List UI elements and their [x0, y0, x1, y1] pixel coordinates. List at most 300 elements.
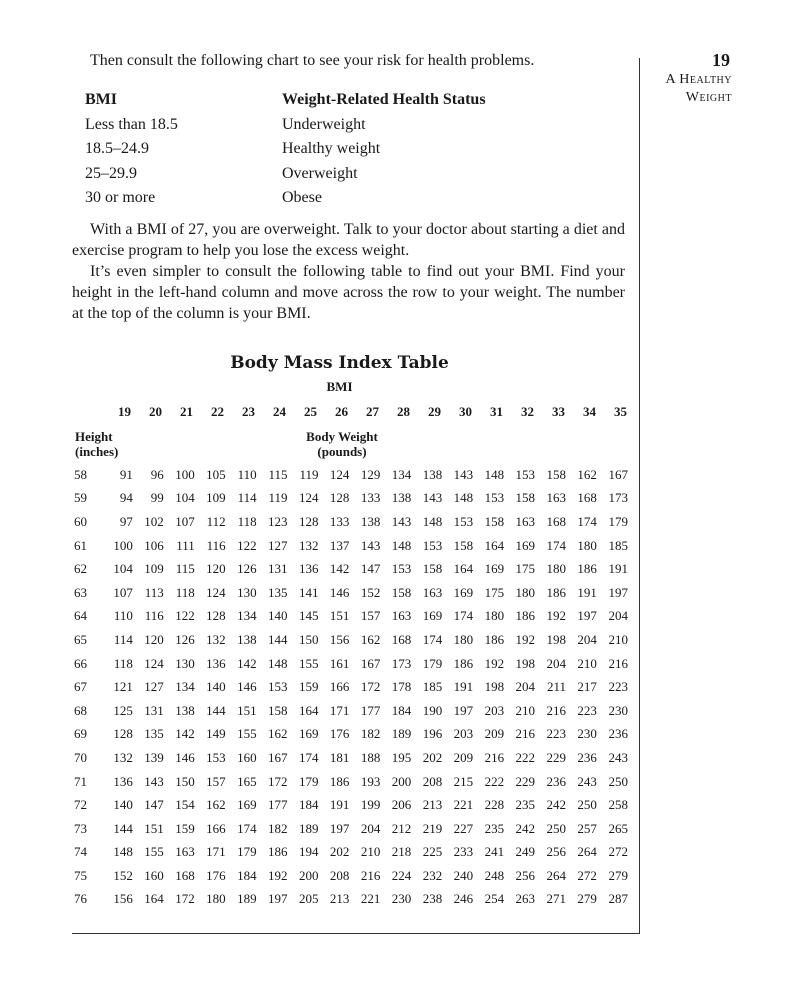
weight-cell: 186 — [329, 773, 350, 789]
weight-cell: 223 — [608, 679, 628, 695]
weight-cell: 204 — [577, 631, 597, 647]
weight-cell: 204 — [608, 608, 628, 624]
weight-cell: 148 — [268, 655, 288, 671]
weight-cell: 127 — [268, 537, 288, 553]
weight-cell: 263 — [515, 891, 536, 907]
weight-cell: 190 — [422, 702, 443, 718]
weight-cell: 219 — [422, 820, 443, 836]
weight-cell: 142 — [175, 726, 195, 742]
table-row — [72, 652, 628, 676]
weight-cell: 191 — [453, 679, 474, 695]
weight-cell: 164 — [144, 891, 164, 907]
weight-cell: 164 — [453, 561, 474, 577]
weight-cell: 221 — [453, 797, 474, 813]
weight-cell: 129 — [360, 466, 381, 482]
weight-cell: 240 — [453, 867, 474, 883]
weight-cell: 162 — [268, 726, 288, 742]
bmi-range: 25–29.9 — [85, 164, 137, 182]
weight-cell: 126 — [237, 561, 257, 577]
weight-cell: 153 — [453, 513, 474, 529]
weight-cell: 184 — [298, 797, 319, 813]
weight-cell: 204 — [546, 655, 566, 671]
height-cell: 67 — [74, 679, 87, 695]
weight-cell: 186 — [577, 561, 597, 577]
page-bottom-rule — [72, 933, 640, 934]
weight-cell: 130 — [175, 655, 195, 671]
weight-cell: 158 — [422, 561, 443, 577]
weight-cell: 166 — [206, 820, 226, 836]
weight-cell: 122 — [237, 537, 257, 553]
weight-cell: 217 — [577, 679, 597, 695]
weight-cell: 112 — [206, 513, 226, 529]
intro-sentence: Then consult the following chart to see your risk for health problems. — [90, 52, 535, 69]
weight-cell: 131 — [144, 702, 164, 718]
weight-cell: 160 — [144, 867, 164, 883]
health-status-table — [85, 88, 505, 211]
bmi-column-value: 25 — [304, 404, 317, 419]
weight-cell: 160 — [237, 749, 257, 765]
weight-cell: 191 — [329, 797, 350, 813]
weight-cell: 144 — [268, 631, 288, 647]
weight-cell: 149 — [206, 726, 226, 742]
table-row — [72, 675, 628, 699]
weight-cell: 158 — [546, 466, 566, 482]
weight-cell: 135 — [268, 584, 288, 600]
bmi-column-value: 23 — [242, 404, 255, 419]
weight-cell: 213 — [329, 891, 350, 907]
weight-cell: 148 — [453, 490, 474, 506]
weight-cell: 200 — [391, 773, 412, 789]
weight-cell: 136 — [298, 561, 319, 577]
weight-cell: 225 — [422, 844, 443, 860]
weight-cell: 232 — [422, 867, 443, 883]
running-section-title — [650, 71, 732, 107]
height-cell: 73 — [74, 820, 87, 836]
weight-cell: 197 — [608, 584, 628, 600]
weight-cell: 272 — [608, 844, 628, 860]
health-status: Obese — [282, 189, 322, 207]
weight-cell: 158 — [484, 513, 505, 529]
weight-cell: 158 — [453, 537, 474, 553]
weight-cell: 110 — [237, 466, 257, 482]
weight-cell: 104 — [113, 561, 133, 577]
weight-cell: 153 — [268, 679, 288, 695]
weight-cell: 166 — [329, 679, 350, 695]
weight-cell: 115 — [175, 561, 195, 577]
weight-cell: 144 — [113, 820, 133, 836]
weight-cell: 147 — [360, 561, 381, 577]
weight-cell: 114 — [113, 631, 133, 647]
weight-cell: 123 — [268, 513, 288, 529]
table-row — [72, 463, 628, 487]
weight-cell: 242 — [546, 797, 566, 813]
weight-cell: 139 — [144, 749, 164, 765]
weight-cell: 124 — [329, 466, 350, 482]
weight-cell: 209 — [453, 749, 474, 765]
weight-cell: 202 — [329, 844, 350, 860]
weight-cell: 142 — [329, 561, 350, 577]
weight-cell: 143 — [422, 490, 443, 506]
weight-cell: 180 — [515, 584, 536, 600]
weight-cell: 189 — [237, 891, 257, 907]
weight-cell: 153 — [484, 490, 505, 506]
table-row — [72, 628, 628, 652]
weight-cell: 176 — [206, 867, 226, 883]
weight-cell: 189 — [298, 820, 319, 836]
bmi-column-value: 33 — [552, 404, 565, 419]
weight-cell: 233 — [453, 844, 474, 860]
weight-cell: 127 — [144, 679, 164, 695]
weight-cell: 94 — [119, 490, 133, 506]
weight-cell: 148 — [422, 513, 443, 529]
weight-cell: 204 — [515, 679, 536, 695]
weight-cell: 185 — [422, 679, 443, 695]
bmi-column-value: 20 — [149, 404, 162, 419]
weight-cell: 279 — [608, 867, 628, 883]
weight-cell: 200 — [298, 867, 319, 883]
weight-cell: 188 — [360, 749, 381, 765]
weight-cell: 135 — [144, 726, 164, 742]
weight-cell: 186 — [484, 631, 505, 647]
body-weight-axis-label — [72, 429, 612, 459]
weight-cell: 150 — [175, 773, 195, 789]
weight-cell: 215 — [453, 773, 474, 789]
weight-cell: 104 — [175, 490, 195, 506]
weight-cell: 126 — [175, 631, 195, 647]
table-row — [72, 605, 628, 629]
weight-cell: 209 — [484, 726, 505, 742]
weight-cell: 210 — [608, 631, 628, 647]
weight-cell: 248 — [484, 867, 505, 883]
weight-cell: 148 — [484, 466, 505, 482]
height-cell: 63 — [74, 584, 87, 600]
weight-cell: 174 — [237, 820, 257, 836]
table-row — [72, 510, 628, 534]
table-row — [72, 770, 628, 794]
health-status-header-row — [85, 88, 505, 113]
height-cell: 64 — [74, 608, 87, 624]
weight-cell: 192 — [546, 608, 566, 624]
weight-cell: 210 — [360, 844, 381, 860]
weight-cell: 171 — [329, 702, 350, 718]
weight-cell: 120 — [144, 631, 164, 647]
weight-cell: 168 — [175, 867, 195, 883]
weight-cell: 224 — [391, 867, 412, 883]
bmi-column-value: 28 — [397, 404, 410, 419]
weight-cell: 249 — [515, 844, 536, 860]
weight-cell: 177 — [268, 797, 288, 813]
weight-cell: 243 — [608, 749, 628, 765]
weight-cell: 184 — [237, 867, 257, 883]
weight-cell: 174 — [577, 513, 597, 529]
weight-cell: 138 — [237, 631, 257, 647]
weight-cell: 186 — [268, 844, 288, 860]
paragraph-table-instructions: It’s even simpler to consult the following table to find out your BMI. Find your height in the left-hand column and move across the row to your weight. The number at the top of the column is your BMI. — [72, 263, 625, 322]
weight-cell: 227 — [453, 820, 474, 836]
weight-cell: 110 — [113, 608, 133, 624]
weight-cell: 230 — [391, 891, 412, 907]
weight-cell: 218 — [391, 844, 412, 860]
weight-cell: 271 — [546, 891, 566, 907]
weight-cell: 186 — [515, 608, 536, 624]
weight-cell: 109 — [144, 561, 164, 577]
weight-cell: 169 — [484, 561, 505, 577]
weight-cell: 96 — [150, 466, 164, 482]
weight-cell: 236 — [577, 749, 597, 765]
weight-cell: 243 — [577, 773, 597, 789]
weight-cell: 120 — [206, 561, 226, 577]
weight-cell: 116 — [144, 608, 164, 624]
weight-cell: 236 — [608, 726, 628, 742]
weight-cell: 179 — [237, 844, 257, 860]
weight-cell: 265 — [608, 820, 628, 836]
weight-cell: 175 — [484, 584, 505, 600]
weight-cell: 143 — [144, 773, 164, 789]
bmi-column-value: 34 — [583, 404, 596, 419]
weight-cell: 177 — [360, 702, 381, 718]
bmi-column-value: 22 — [211, 404, 224, 419]
weight-cell: 174 — [422, 631, 443, 647]
table-row — [72, 864, 628, 888]
weight-cell: 202 — [422, 749, 443, 765]
bmi-range: Less than 18.5 — [85, 115, 178, 133]
bmi-column-value: 29 — [428, 404, 441, 419]
height-cell: 66 — [74, 655, 87, 671]
weight-cell: 130 — [237, 584, 257, 600]
weight-cell: 151 — [144, 820, 164, 836]
weight-cell: 179 — [298, 773, 319, 789]
bmi-column-value: 21 — [180, 404, 193, 419]
weight-cell: 179 — [422, 655, 443, 671]
table-row — [72, 581, 628, 605]
weight-cell: 206 — [391, 797, 412, 813]
weight-cell: 128 — [298, 513, 319, 529]
weight-cell: 235 — [515, 797, 536, 813]
weight-cell: 180 — [484, 608, 505, 624]
weight-cell: 163 — [175, 844, 195, 860]
weight-cell: 182 — [268, 820, 288, 836]
paragraph-bmi-example: With a BMI of 27, you are overweight. Talk to your doctor about starting a diet and exercise program to help you lose the excess weight. — [72, 221, 625, 259]
weight-cell: 169 — [298, 726, 319, 742]
weight-cell: 172 — [360, 679, 381, 695]
weight-cell: 250 — [546, 820, 566, 836]
weight-cell: 153 — [391, 561, 412, 577]
health-status-row — [85, 137, 505, 162]
weight-cell: 97 — [119, 513, 133, 529]
weight-cell: 186 — [453, 655, 474, 671]
weight-cell: 181 — [329, 749, 350, 765]
weight-cell: 150 — [298, 631, 319, 647]
weight-cell: 192 — [484, 655, 505, 671]
weight-cell: 161 — [329, 655, 350, 671]
weight-cell: 132 — [298, 537, 319, 553]
weight-cell: 250 — [608, 773, 628, 789]
height-cell: 68 — [74, 702, 87, 718]
weight-cell: 254 — [484, 891, 505, 907]
weight-cell: 100 — [113, 537, 133, 553]
table-row — [72, 888, 628, 912]
weight-cell: 148 — [391, 537, 412, 553]
weight-cell: 198 — [515, 655, 536, 671]
margin-vertical-rule — [639, 58, 640, 934]
weight-cell: 192 — [268, 867, 288, 883]
weight-cell: 168 — [577, 490, 597, 506]
weight-cell: 143 — [453, 466, 474, 482]
weight-cell: 235 — [484, 820, 505, 836]
weight-cell: 198 — [484, 679, 505, 695]
weight-cell: 180 — [453, 631, 474, 647]
weight-cell: 210 — [515, 702, 536, 718]
weight-cell: 113 — [144, 584, 164, 600]
weight-cell: 171 — [206, 844, 226, 860]
weight-cell: 136 — [113, 773, 133, 789]
weight-cell: 119 — [268, 490, 288, 506]
weight-cell: 211 — [546, 679, 566, 695]
weight-cell: 136 — [206, 655, 226, 671]
bmi-column-value: 19 — [118, 404, 131, 419]
weight-cell: 142 — [237, 655, 257, 671]
weight-cell: 152 — [113, 867, 133, 883]
bmi-column-value: 27 — [366, 404, 379, 419]
weight-cell: 162 — [360, 631, 381, 647]
weight-cell: 159 — [175, 820, 195, 836]
weight-cell: 156 — [329, 631, 350, 647]
weight-cell: 264 — [546, 867, 566, 883]
health-status: Underweight — [282, 115, 366, 133]
weight-cell: 213 — [422, 797, 443, 813]
weight-cell: 176 — [329, 726, 350, 742]
bmi-column-value: 24 — [273, 404, 286, 419]
weight-cell: 140 — [206, 679, 226, 695]
weight-cell: 173 — [391, 655, 412, 671]
weight-cell: 195 — [391, 749, 412, 765]
weight-cell: 229 — [546, 749, 566, 765]
weight-cell: 158 — [515, 490, 536, 506]
weight-cell: 167 — [608, 466, 628, 482]
weight-cell: 168 — [546, 513, 566, 529]
weight-cell: 128 — [206, 608, 226, 624]
weight-cell: 205 — [298, 891, 319, 907]
weight-cell: 174 — [298, 749, 319, 765]
weight-cell: 165 — [237, 773, 257, 789]
bmi-axis-label: BMI — [326, 379, 353, 394]
height-cell: 70 — [74, 749, 87, 765]
weight-cell: 184 — [391, 702, 412, 718]
weight-cell: 146 — [237, 679, 257, 695]
weight-cell: 164 — [484, 537, 505, 553]
weight-cell: 121 — [113, 679, 133, 695]
weight-cell: 148 — [113, 844, 133, 860]
weight-cell: 191 — [577, 584, 597, 600]
weight-cell: 155 — [144, 844, 164, 860]
bmi-weight-grid — [72, 463, 628, 911]
weight-cell: 174 — [546, 537, 566, 553]
table-row — [72, 841, 628, 865]
weight-cell: 107 — [175, 513, 195, 529]
weight-cell: 163 — [515, 513, 536, 529]
height-cell: 65 — [74, 631, 87, 647]
weight-cell: 279 — [577, 891, 597, 907]
weight-cell: 138 — [422, 466, 443, 482]
weight-cell: 193 — [360, 773, 381, 789]
weight-cell: 145 — [298, 608, 319, 624]
weight-cell: 124 — [298, 490, 319, 506]
bmi-range: 30 or more — [85, 189, 156, 207]
weight-cell: 180 — [546, 561, 566, 577]
weight-cell: 203 — [484, 702, 505, 718]
health-status-row — [85, 162, 505, 187]
body-weight-label-line2: (pounds) — [317, 444, 367, 459]
bmi-column-value: 30 — [459, 404, 472, 419]
weight-cell: 216 — [515, 726, 536, 742]
running-section-title-line2: Weight — [685, 90, 732, 105]
weight-cell: 197 — [268, 891, 288, 907]
weight-cell: 178 — [391, 679, 412, 695]
weight-cell: 169 — [453, 584, 474, 600]
weight-cell: 156 — [113, 891, 133, 907]
weight-cell: 222 — [484, 773, 505, 789]
weight-cell: 116 — [206, 537, 226, 553]
weight-cell: 114 — [237, 490, 257, 506]
weight-cell: 175 — [515, 561, 536, 577]
weight-cell: 151 — [237, 702, 257, 718]
weight-cell: 162 — [206, 797, 226, 813]
weight-cell: 168 — [391, 631, 412, 647]
weight-cell: 143 — [360, 537, 381, 553]
weight-cell: 210 — [577, 655, 597, 671]
height-cell: 62 — [74, 561, 87, 577]
weight-cell: 238 — [422, 891, 443, 907]
weight-cell: 132 — [113, 749, 133, 765]
weight-cell: 133 — [360, 490, 381, 506]
weight-cell: 203 — [453, 726, 474, 742]
weight-cell: 163 — [546, 490, 566, 506]
weight-cell: 179 — [608, 513, 628, 529]
weight-cell: 157 — [360, 608, 381, 624]
height-cell: 72 — [74, 797, 87, 813]
weight-cell: 124 — [144, 655, 164, 671]
weight-cell: 169 — [237, 797, 257, 813]
weight-cell: 140 — [268, 608, 288, 624]
weight-cell: 154 — [175, 797, 195, 813]
weight-cell: 242 — [515, 820, 536, 836]
weight-cell: 131 — [268, 561, 288, 577]
weight-cell: 140 — [113, 797, 133, 813]
weight-cell: 157 — [206, 773, 226, 789]
weight-cell: 102 — [144, 513, 164, 529]
weight-cell: 100 — [175, 466, 195, 482]
running-section-title-line1: A Healthy — [665, 72, 732, 87]
weight-cell: 167 — [268, 749, 288, 765]
weight-cell: 197 — [329, 820, 350, 836]
weight-cell: 143 — [391, 513, 412, 529]
health-status: Healthy weight — [282, 140, 381, 158]
table-row — [72, 746, 628, 770]
weight-cell: 122 — [175, 608, 195, 624]
weight-cell: 155 — [237, 726, 257, 742]
weight-cell: 185 — [608, 537, 628, 553]
bmi-column-headers — [72, 404, 628, 420]
weight-cell: 159 — [298, 679, 319, 695]
bmi-range: 18.5–24.9 — [85, 140, 149, 158]
bmi-column-value: 31 — [490, 404, 503, 419]
weight-cell: 246 — [453, 891, 474, 907]
weight-cell: 230 — [577, 726, 597, 742]
bmi-column-value: 26 — [335, 404, 348, 419]
weight-cell: 197 — [577, 608, 597, 624]
weight-cell: 147 — [144, 797, 164, 813]
weight-cell: 194 — [298, 844, 319, 860]
